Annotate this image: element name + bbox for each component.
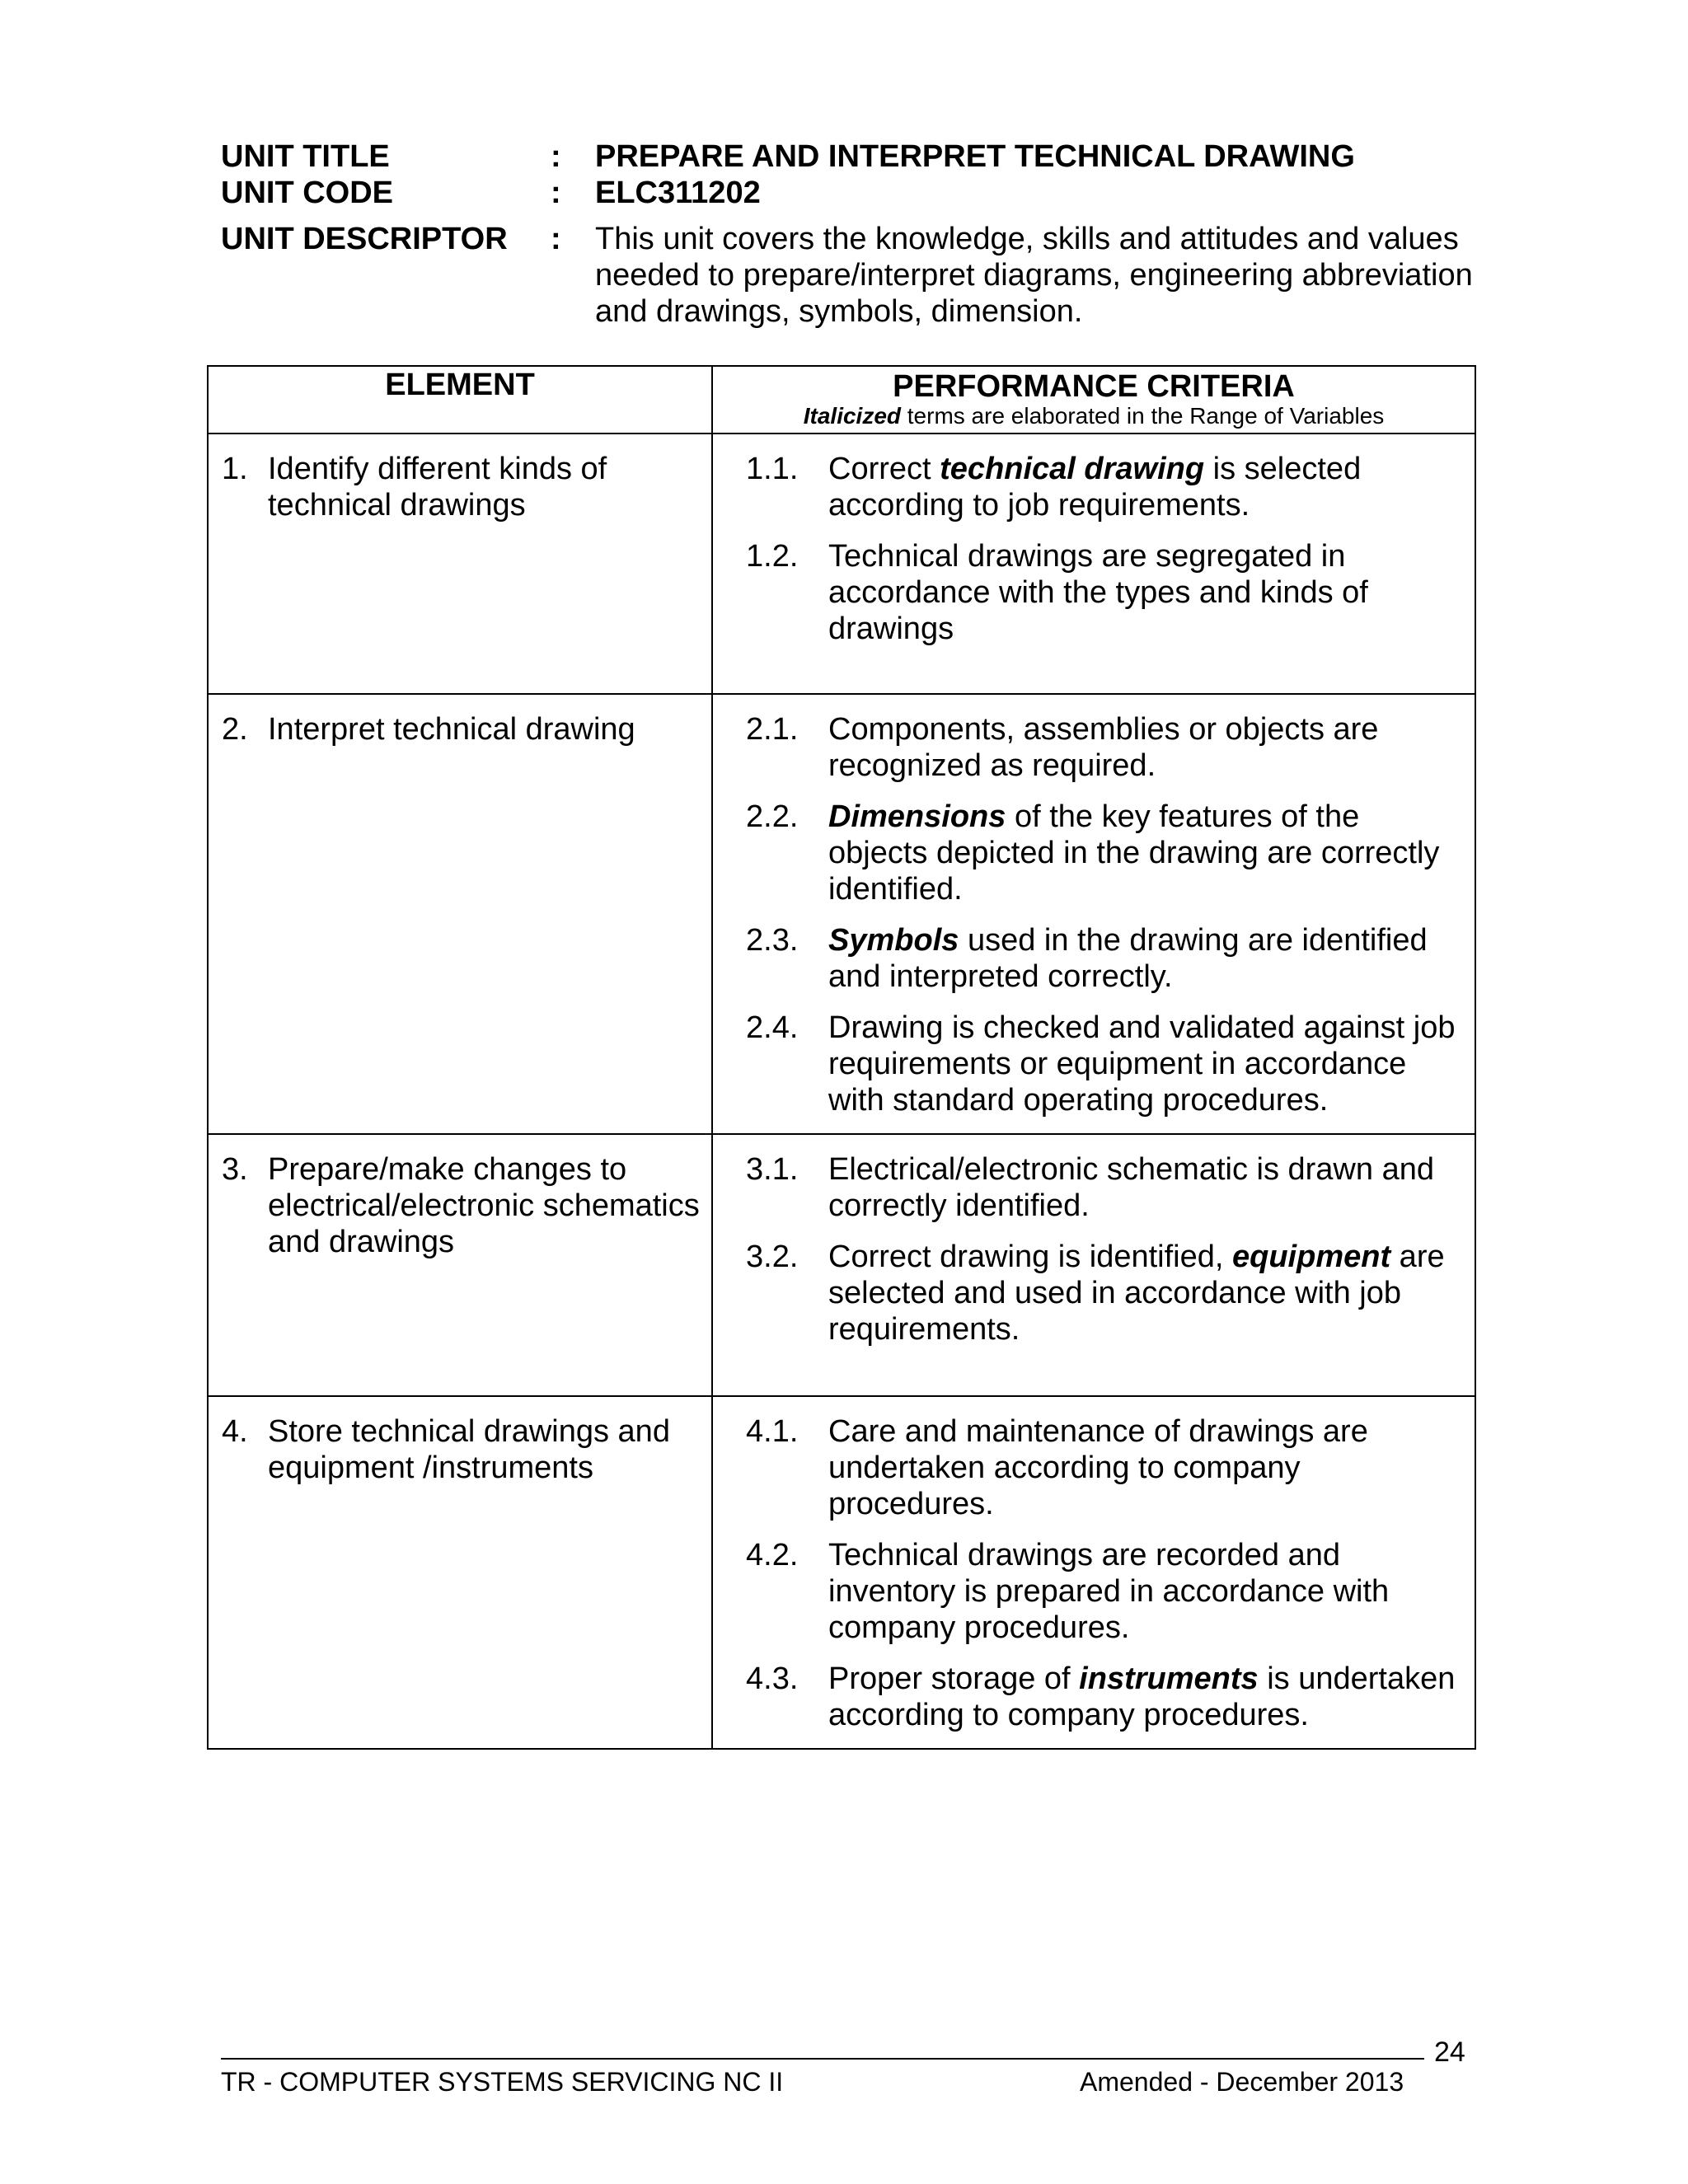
criteria-text-pre: Correct	[828, 452, 940, 486]
criteria-text	[828, 711, 1458, 784]
unit-descriptor-value: This unit covers the knowledge, skills and attitudes and values needed to prepare/interpret diagrams, engineering abbreviation and drawings, symbols, dimension.	[595, 222, 1473, 329]
criteria-text	[828, 922, 1458, 995]
unit-title-value: PREPARE AND INTERPRET TECHNICAL DRAWING	[595, 139, 1355, 174]
element-number: 2.	[222, 712, 248, 747]
element-text: Interpret technical drawing	[268, 712, 635, 747]
element-column-header: ELEMENT	[208, 366, 712, 434]
footer-qualification: TR - COMPUTER SYSTEMS SERVICING NC II	[221, 2067, 784, 2097]
element-number: 4.	[222, 1414, 248, 1449]
criteria-number: 1.2.	[746, 539, 799, 574]
criteria-cell	[712, 1134, 1475, 1396]
element-number: 1.	[222, 452, 248, 486]
table-row	[208, 1134, 1475, 1396]
criteria-text-pre: Care and maintenance of drawings are undertaken according to company procedures.	[828, 1414, 1368, 1521]
criteria-number: 1.1.	[746, 452, 799, 486]
criteria-number: 4.3.	[746, 1661, 799, 1696]
criteria-text-post: is selected according to job requirements.	[828, 452, 1362, 523]
criteria-text	[828, 1413, 1458, 1522]
unit-code-label: UNIT CODE	[221, 176, 393, 210]
criteria-text-post: of the key features of the objects depicted in the drawing are correctly identified.	[828, 799, 1440, 907]
element-text: Store technical drawings and equipment /instruments	[268, 1414, 670, 1485]
element-cell	[208, 1134, 712, 1396]
criteria-item	[746, 711, 1458, 784]
criteria-item	[746, 1239, 1458, 1347]
table-header-row	[208, 366, 1475, 434]
criteria-text-post: are selected and used in accordance with job requirements.	[828, 1240, 1445, 1347]
criteria-text	[828, 1010, 1458, 1118]
element-number: 3.	[222, 1152, 248, 1187]
colon: :	[551, 176, 561, 210]
unit-title-label: UNIT TITLE	[221, 139, 390, 174]
criteria-note	[713, 403, 1475, 429]
criteria-text	[828, 1537, 1458, 1646]
element-cell	[208, 1396, 712, 1749]
element-cell	[208, 694, 712, 1134]
criteria-text	[828, 799, 1458, 907]
criteria-text-pre: Correct drawing is identified,	[828, 1240, 1232, 1274]
criteria-item	[746, 1413, 1458, 1522]
criteria-text-pre: Proper storage of	[828, 1661, 1080, 1696]
criteria-text	[828, 538, 1458, 647]
criteria-text-pre: Electrical/electronic schematic is drawn and correctly identified.	[828, 1152, 1434, 1223]
criteria-item	[746, 799, 1458, 907]
unit-title-row	[221, 138, 1474, 175]
unit-header	[221, 138, 1474, 330]
criteria-number: 2.3.	[746, 923, 799, 958]
colon: :	[551, 139, 561, 174]
criteria-text-pre: Technical drawings are recorded and inventory is prepared in accordance with company procedures.	[828, 1538, 1390, 1645]
page-number: 24	[1434, 2036, 1465, 2068]
criteria-number: 4.2.	[746, 1538, 799, 1572]
criteria-item	[746, 922, 1458, 995]
criteria-number: 2.4.	[746, 1010, 799, 1045]
unit-descriptor-row	[221, 221, 1474, 330]
criteria-text-pre: Drawing is checked and validated against job requirements or equipment in accordance with standard operating procedures.	[828, 1010, 1456, 1118]
table-row	[208, 434, 1475, 694]
criteria-title: PERFORMANCE CRITERIA	[893, 369, 1295, 404]
unit-descriptor-label: UNIT DESCRIPTOR	[221, 222, 508, 256]
criteria-item	[746, 451, 1458, 523]
criteria-item	[746, 1537, 1458, 1646]
criteria-item	[746, 538, 1458, 647]
element-text: Identify different kinds of technical drawings	[268, 452, 607, 523]
criteria-item	[746, 1151, 1458, 1224]
criteria-emphasis: technical drawing	[940, 452, 1205, 486]
unit-code-value: ELC311202	[595, 176, 761, 210]
unit-code-row	[221, 175, 1474, 211]
criteria-number: 2.2.	[746, 799, 799, 834]
criteria-text	[828, 1239, 1458, 1347]
criteria-cell	[712, 1396, 1475, 1749]
colon: :	[551, 222, 561, 256]
criteria-emphasis: instruments	[1079, 1661, 1259, 1696]
criteria-emphasis: equipment	[1232, 1240, 1391, 1274]
criteria-number: 2.1.	[746, 712, 799, 747]
criteria-text	[828, 1661, 1458, 1733]
criteria-note-rest: terms are elaborated in the Range of Variables	[901, 403, 1385, 429]
criteria-text-post: used in the drawing are identified and interpreted correctly.	[828, 923, 1428, 994]
element-cell	[208, 434, 712, 694]
criteria-emphasis: Symbols	[828, 923, 959, 958]
table-row	[208, 1396, 1475, 1749]
element-text: Prepare/make changes to electrical/electronic schematics and drawings	[268, 1152, 700, 1259]
criteria-cell	[712, 694, 1475, 1134]
criteria-text-pre: Components, assemblies or objects are recognized as required.	[828, 712, 1379, 783]
criteria-text-pre: Technical drawings are segregated in accordance with the types and kinds of drawings	[828, 539, 1368, 646]
criteria-item	[746, 1661, 1458, 1733]
criteria-column-header	[712, 366, 1475, 434]
criteria-text-post: is undertaken according to company procedures.	[828, 1661, 1456, 1732]
footer-rule	[221, 2058, 1424, 2060]
criteria-number: 3.2.	[746, 1240, 799, 1274]
criteria-item	[746, 1010, 1458, 1118]
footer-amended: Amended - December 2013	[1080, 2067, 1404, 2097]
criteria-text	[828, 451, 1458, 523]
competency-table	[207, 365, 1476, 1750]
criteria-note-italic: Italicized	[803, 403, 901, 429]
criteria-cell	[712, 434, 1475, 694]
criteria-number: 4.1.	[746, 1414, 799, 1449]
table-row	[208, 694, 1475, 1134]
criteria-text	[828, 1151, 1458, 1224]
criteria-emphasis: Dimensions	[828, 799, 1006, 834]
criteria-number: 3.1.	[746, 1152, 799, 1187]
